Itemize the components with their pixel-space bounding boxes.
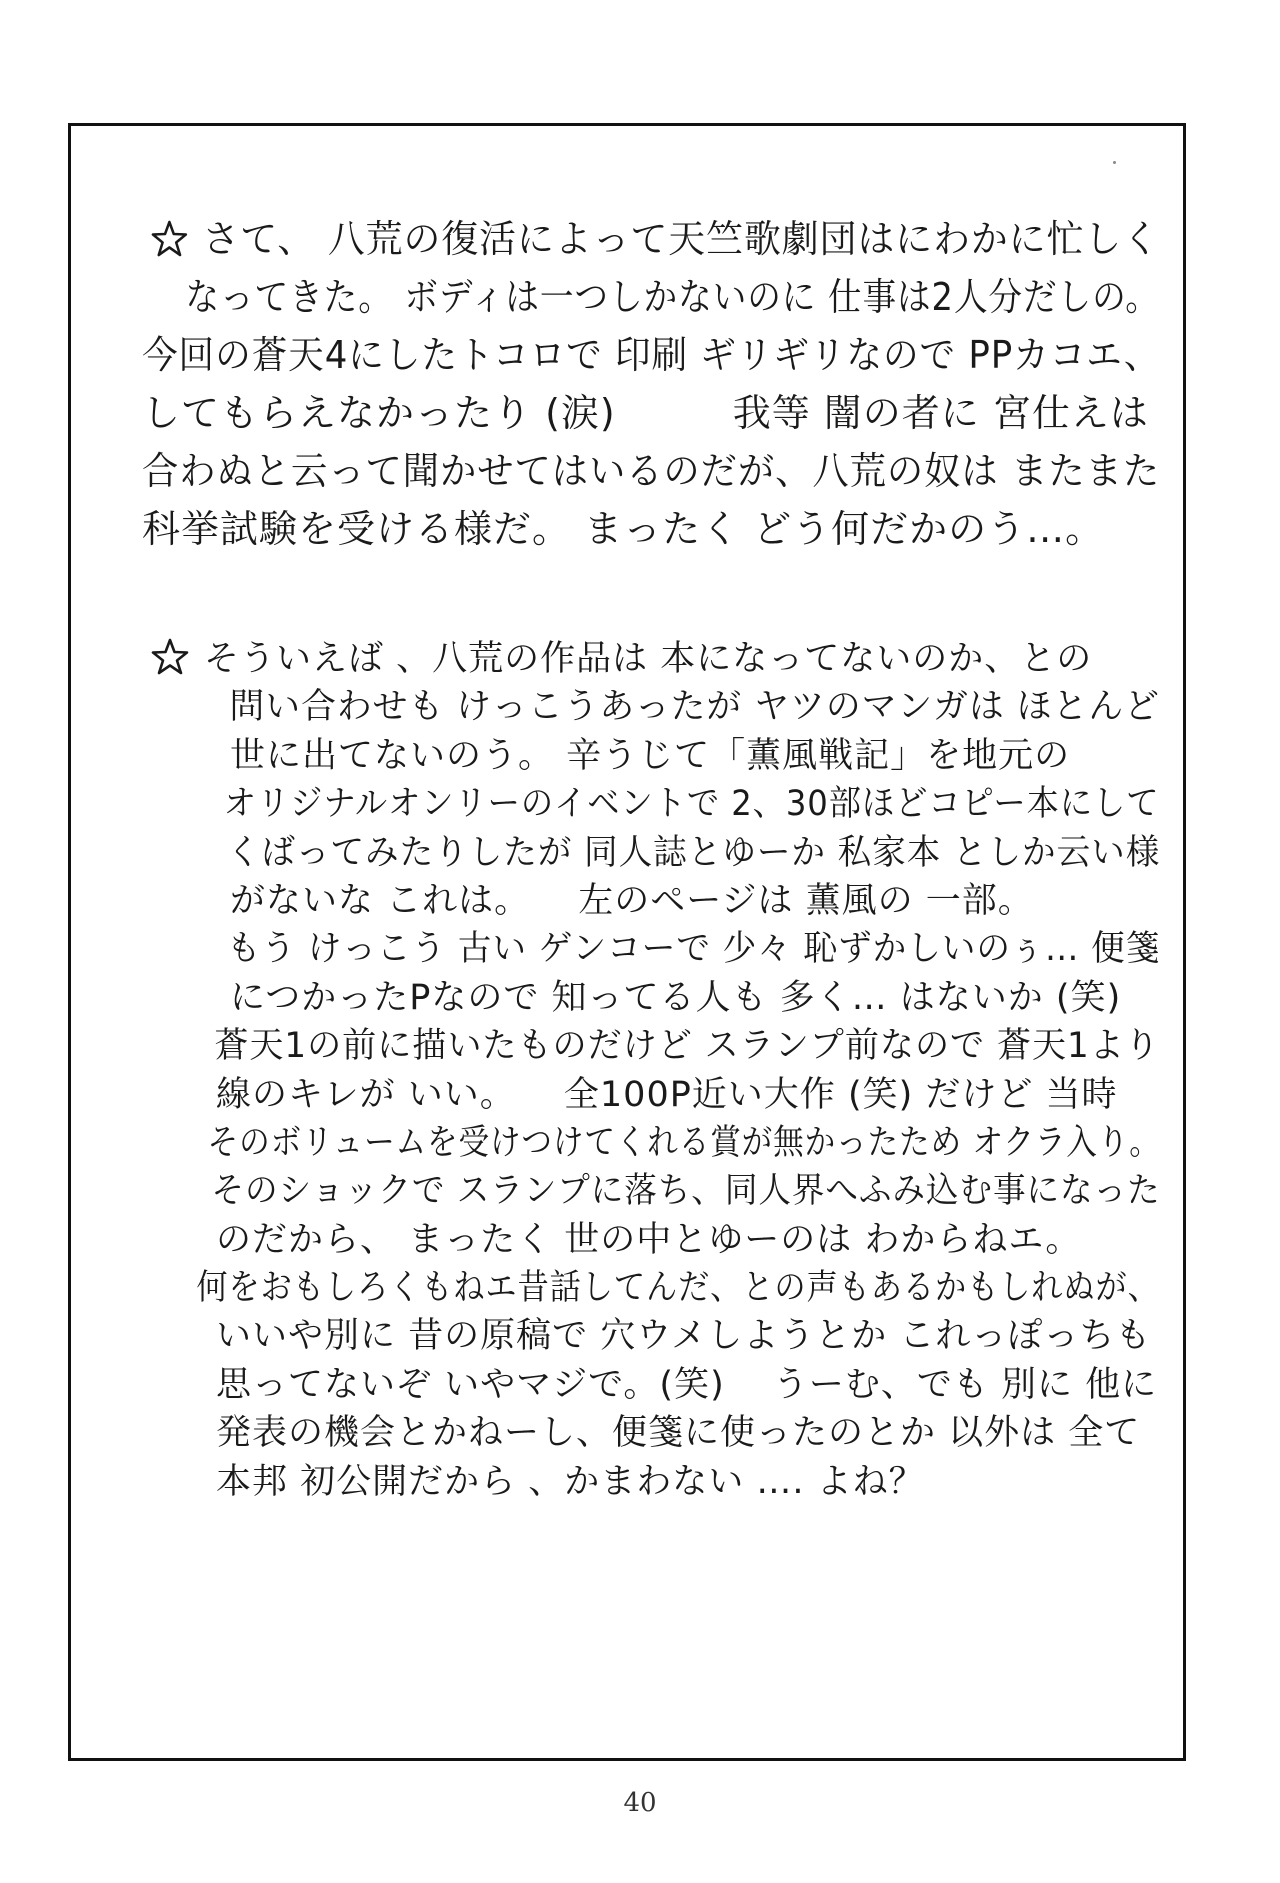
page-number: 40 [623,1788,657,1818]
text-line: 蒼天1の前に描いたものだけど スランプ前なので 蒼天1より [214,1026,1160,1067]
line-text: そういえば 、八荒の作品は 本になってないのか、との [204,639,1093,679]
text-line: 今回の蒼天4にしたトコロで 印刷 ギリギリなので PPカコエ、 [142,333,1161,377]
text-line: そのショックで スランプに落ち、同人界へふみ込む事になった [211,1171,1161,1212]
paragraph-revival [142,210,1161,558]
text-line: 世に出てないのう。 辛うじて「薫風戦記」を地元の [230,735,1071,776]
line-text: さて、 八荒の復活によって天竺歌劇団はにわかに忙しく [202,217,1161,261]
text-line: のだから、 まったく 世の中とゆーのは わからねエ。 [216,1219,1082,1260]
text-line: オリジナルオンリーのイベントで 2、30部ほどコピー本にして [223,784,1160,825]
star-outline-icon [150,219,189,259]
text-line: 思ってないぞ いやマジで。(笑) うーむ、でも 別に 他に [216,1364,1158,1405]
text-line: 合わぬと云って聞かせてはいるのだが、八荒の奴は またまた [142,449,1161,493]
text-line: 何をおもしろくもねエ昔話してんだ、との声もあるかもしれぬが、 [196,1268,1160,1309]
paper-speck [1113,161,1116,164]
text-line: 科挙試験を受ける様だ。 まったく どう何だかのう…。 [142,507,1105,551]
text-line: いいや別に 昔の原稿で 穴ウメしようとか これっぽっちも [216,1316,1152,1357]
text-line: につかったPなので 知ってる人も 多く… はないか (笑) [230,977,1122,1018]
text-line: そのボリュームを受けつけてくれる賞が無かったため オクラ入り。 [207,1122,1161,1163]
text-line: 本邦 初公開だから 、かまわない …. よね？ [216,1461,925,1502]
text-line: くばってみたりしたが 同人誌とゆーか 私家本 としか云い様 [226,832,1161,873]
text-line: もう けっこう 古い ゲンコーで 少々 恥ずかしいのぅ… 便箋 [226,929,1161,970]
text-line: 発表の機会とかねーし、便箋に使ったのとか 以外は 全て [216,1413,1141,1454]
text-line: 問い合わせも けっこうあったが ヤツのマンガは ほとんど [229,687,1160,728]
text-line: がないな これは。 左のページは 薫風の 一部。 [230,880,1034,921]
text-line [150,635,1130,683]
text-line: してもらえなかったり (涙) 我等 闇の者に 宮仕えは [142,391,1149,435]
text-line [150,210,1161,268]
paragraph-works [150,635,1161,1506]
text-line: 線のキレが いい。 全100P近い大作 (笑) だけど 当時 [216,1074,1118,1115]
text-line: なってきた。 ボディは一つしかないのに 仕事は2人分だしの。 [185,275,1160,319]
star-outline-icon [150,637,190,677]
